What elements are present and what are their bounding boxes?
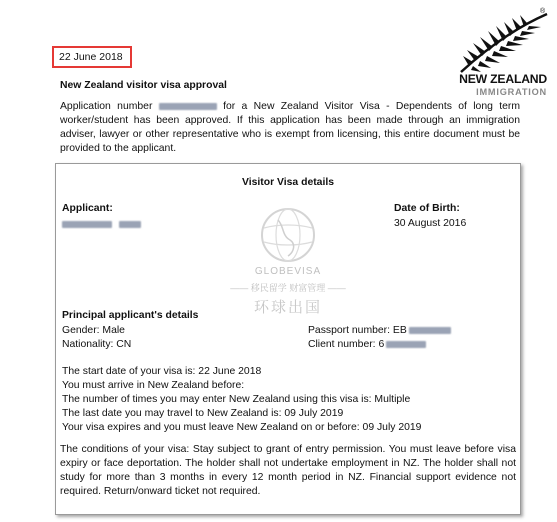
- watermark-line2: —— 移民留学 财富管理 ——: [230, 283, 346, 293]
- intro-prefix: Application number: [60, 101, 153, 112]
- visa-conditions: The conditions of your visa: Stay subject to grant of entry permission. You must leave before visa expiry or face deportation. The holder shall not undertake employment in NZ. The holder shall not study for more than 3 months in every 12 month period in NZ. Financial support evidence not required. Return/onward ticket not required.: [60, 444, 516, 497]
- passport-number: Passport number: EB: [308, 325, 451, 336]
- intro-paragraph: [60, 100, 520, 156]
- visa-details-heading: Visitor Visa details: [241, 177, 335, 188]
- applicant-label: Applicant:: [62, 203, 113, 214]
- redacted-application-number: [159, 103, 217, 110]
- gender: Gender: Male: [62, 325, 125, 336]
- watermark-line3: 环球出国: [253, 299, 322, 316]
- issue-date: 22 June 2018: [52, 46, 132, 68]
- nationality: Nationality: CN: [62, 339, 132, 350]
- logo-line2: IMMIGRATION: [476, 87, 547, 97]
- dob-value: 30 August 2016: [394, 218, 467, 229]
- entry-count: The number of times you may enter New Zealand using this visa is: Multiple: [62, 394, 411, 405]
- dob-label: Date of Birth:: [394, 203, 460, 214]
- client-number: Client number: 6: [308, 339, 426, 350]
- watermark-line1: GLOBEVISA: [254, 266, 322, 277]
- principal-heading: Principal applicant's details: [62, 310, 199, 321]
- registered-mark: ®: [540, 8, 546, 15]
- document-title: New Zealand visitor visa approval: [60, 80, 227, 91]
- intro-rest: for a New Zealand Visitor Visa - Dependents of long term worker/student has been approved. If this application has been made through an immigration adviser, lawyer or other representative who is exempt from licensing, this entire document must be provided to the applicant.: [60, 101, 521, 154]
- arrival-deadline: You must arrive in New Zealand before:: [62, 380, 245, 391]
- visa-start-date: The start date of your visa is: 22 June 2018: [62, 366, 262, 377]
- last-travel-date: The last date you may travel to New Zealand is: 09 July 2019: [62, 408, 344, 419]
- logo-line1: NEW ZEALAND: [459, 72, 547, 86]
- visa-expiry: Your visa expires and you must leave New Zealand on or before: 09 July 2019: [62, 422, 422, 433]
- redacted-applicant-name: [62, 219, 141, 230]
